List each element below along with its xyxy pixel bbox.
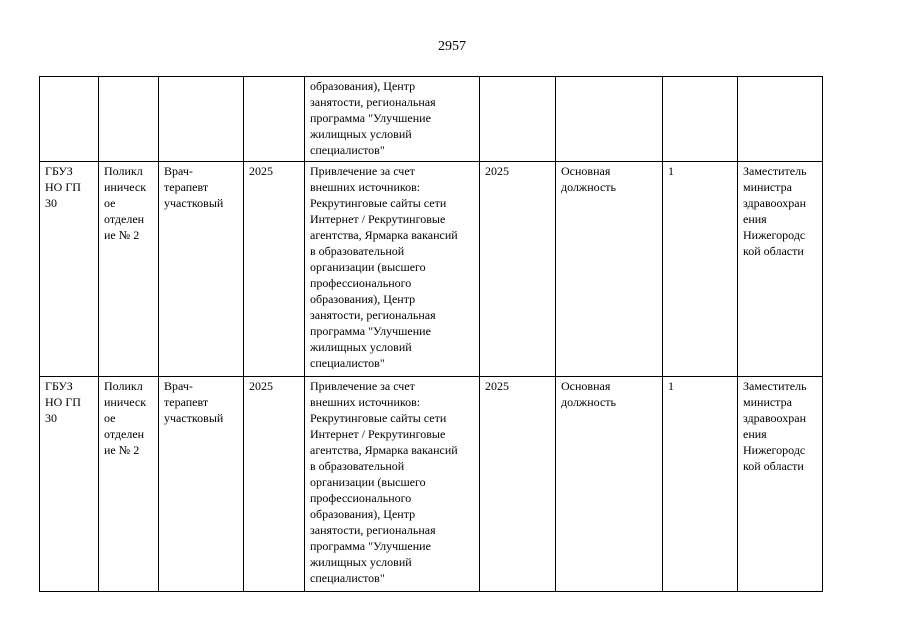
text-line: специалистов" [310,143,385,157]
cell-count [663,377,738,592]
cell-unit [99,77,159,162]
text-line: участковый [164,411,224,425]
cell-measures [305,162,480,377]
text-line: кой области [743,244,804,258]
cell-year [244,77,305,162]
text-line: министра [743,395,792,409]
text-line: кой области [743,459,804,473]
text-line: Привлечение за счет [310,164,415,178]
cell-job-type [556,77,663,162]
text-line: Врач- [164,379,193,393]
text-line: агентства, Ярмарка вакансий [310,228,458,242]
text-line: 2025 [249,164,273,178]
text-line: программа "Улучшение [310,111,431,125]
text-line: внешних источников: [310,180,421,194]
text-line: 30 [45,411,57,425]
cell-position [159,377,244,592]
text-line: занятости, региональная [310,523,436,537]
text-line: специалистов" [310,571,385,585]
text-line: 2025 [485,379,509,393]
text-line: программа "Улучшение [310,539,431,553]
text-line: в образовательной [310,244,405,258]
cell-position [159,162,244,377]
text-line: организации (высшего [310,260,426,274]
text-line: ие № 2 [104,228,140,242]
text-line: здравоохран [743,196,806,210]
text-line: Заместитель [743,379,807,393]
table-row [40,377,823,592]
text-line: занятости, региональная [310,308,436,322]
text-line: ГБУЗ [45,379,73,393]
text-line: терапевт [164,395,209,409]
cell-org [40,77,99,162]
text-line: Интернет / Рекрутинговые [310,212,446,226]
text-line: в образовательной [310,459,405,473]
page-number: 2957 [438,39,466,54]
text-line: Поликл [104,164,143,178]
cell-year [244,377,305,592]
cell-job-type [556,162,663,377]
text-line: жилищных условий [310,127,412,141]
text-line: министра [743,180,792,194]
cell-unit [99,162,159,377]
cell-org [40,162,99,377]
cell-count [663,162,738,377]
cell-deadline [480,77,556,162]
table-row [40,162,823,377]
cell-measures [305,377,480,592]
text-line: терапевт [164,180,209,194]
text-line: Привлечение за счет [310,379,415,393]
text-line: 30 [45,196,57,210]
text-line: НО ГП [45,180,81,194]
text-line: 2025 [485,164,509,178]
text-line: ения [743,212,767,226]
cell-deadline [480,162,556,377]
text-line: участковый [164,196,224,210]
text-line: Врач- [164,164,193,178]
cell-responsible [738,377,823,592]
text-line: иническ [104,180,147,194]
text-line: профессионального [310,491,412,505]
text-line: Рекрутинговые сайты сети [310,411,447,425]
text-line: жилищных условий [310,340,412,354]
cell-job-type [556,377,663,592]
text-line: Заместитель [743,164,807,178]
text-line: Нижегородс [743,228,806,242]
cell-responsible [738,77,823,162]
text-line: образования), Центр [310,292,416,306]
text-line: жилищных условий [310,555,412,569]
text-line: занятости, региональная [310,95,436,109]
text-line: специалистов" [310,356,385,370]
cell-org [40,377,99,592]
text-line: образования), Центр [310,79,416,93]
text-line: НО ГП [45,395,81,409]
cell-year [244,162,305,377]
text-line: 2025 [249,379,273,393]
cell-deadline [480,377,556,592]
staffing-table [39,76,823,592]
text-line: Рекрутинговые сайты сети [310,196,447,210]
text-line: Поликл [104,379,143,393]
text-line: Нижегородс [743,443,806,457]
text-line: 1 [668,164,674,178]
text-line: Основная [561,164,611,178]
text-line: Основная [561,379,611,393]
cell-position [159,77,244,162]
text-line: образования), Центр [310,507,416,521]
text-line: организации (высшего [310,475,426,489]
text-line: ГБУЗ [45,164,73,178]
text-line: внешних источников: [310,395,421,409]
text-line: отделен [104,427,145,441]
text-line: иническ [104,395,147,409]
cell-responsible [738,162,823,377]
text-line: должность [561,395,616,409]
text-line: ое [104,196,116,210]
text-line: ения [743,427,767,441]
cell-unit [99,377,159,592]
cell-measures [305,77,480,162]
text-line: агентства, Ярмарка вакансий [310,443,458,457]
text-line: программа "Улучшение [310,324,431,338]
text-line: здравоохран [743,411,806,425]
text-line: Интернет / Рекрутинговые [310,427,446,441]
text-line: отделен [104,212,145,226]
text-line: ое [104,411,116,425]
table-row-continuation [40,77,823,162]
text-line: должность [561,180,616,194]
text-line: ие № 2 [104,443,140,457]
cell-count [663,77,738,162]
text-line: профессионального [310,276,412,290]
text-line: 1 [668,379,674,393]
